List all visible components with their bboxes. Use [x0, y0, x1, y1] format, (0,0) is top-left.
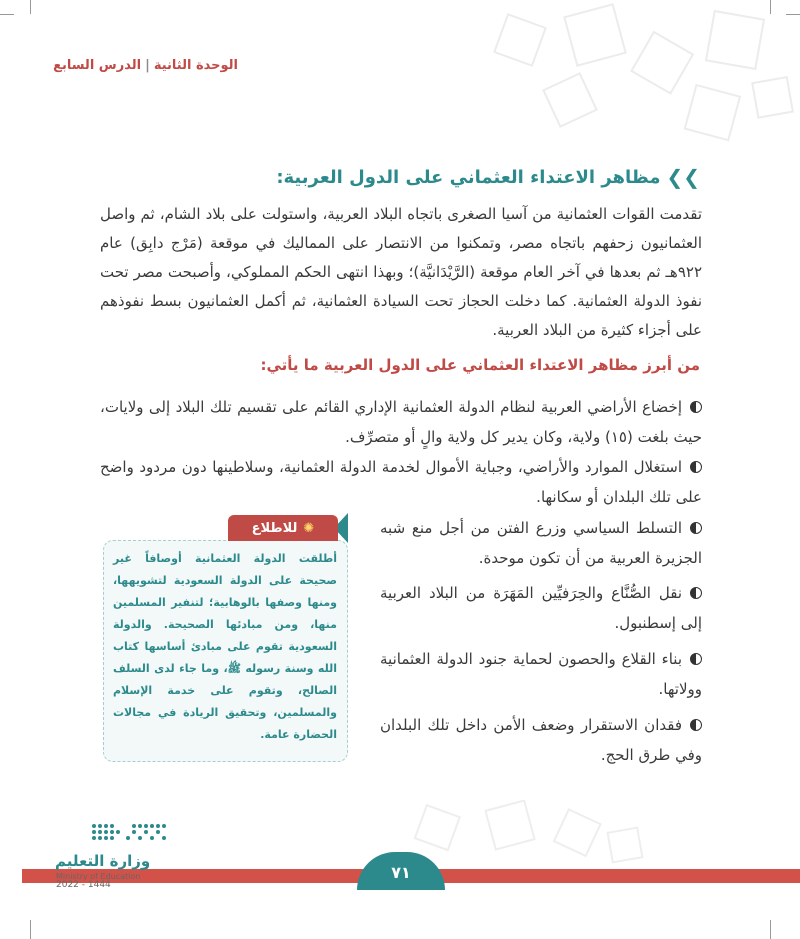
edition-year: 2022 - 1444 — [56, 880, 111, 890]
decorative-pattern — [400, 800, 650, 870]
ministry-logo-icon — [90, 822, 170, 848]
list-item — [100, 392, 702, 452]
list-item — [100, 452, 702, 512]
bullet-icon — [690, 401, 702, 413]
running-header — [53, 58, 238, 73]
list-item — [380, 513, 702, 573]
info-tab — [228, 515, 338, 541]
crop-mark — [30, 0, 31, 14]
bullet-icon — [690, 587, 702, 599]
page-number: ٧١ — [357, 852, 445, 890]
crop-mark — [770, 920, 771, 939]
list-item-text: التسلط السياسي وزرع الفتن من أجل منع شبه الجزيرة العربية من أن تكون موحدة. — [380, 519, 702, 567]
list-item-text: بناء القلاع والحصون لحماية جنود الدولة العثمانية وولاتها. — [380, 650, 702, 698]
decorative-pattern — [460, 0, 800, 150]
bullet-icon — [690, 653, 702, 665]
list-item-text: نقل الصُّنَّاع والحِرَفيِّين المَهَرَة من البلاد العربية إلى إسطنبول. — [380, 584, 702, 632]
header-separator: | — [145, 58, 150, 73]
bullet-icon — [690, 461, 702, 473]
info-box-text: أطلقت الدولة العثمانية أوصافاً غير صحيحة على الدولة السعودية لتشويهها، ومنها وصفها بالوهابية؛ لتنفير المسلمين منها، ومن مبادئها الصحيحة. والدولة السعودية تقوم على مبادئ أساسها كتاب الله وسنة رسوله ﷺ، وما جاء لدى السلف الصالح، وتقوم على خدمة الإسلام والمسلمين، وتحقيق الريادة في مجالات الحضارة عامة. — [113, 552, 337, 741]
section-heading — [276, 165, 700, 189]
crop-mark — [30, 920, 31, 939]
info-tab-label: للاطلاع — [251, 520, 298, 536]
list-item — [380, 578, 702, 638]
header-lesson: الدرس السابع — [53, 58, 142, 73]
crop-mark — [0, 14, 14, 15]
list-item-text: فقدان الاستقرار وضعف الأمن داخل تلك البلدان وفي طرق الحج. — [380, 716, 702, 764]
list-item — [380, 710, 702, 770]
subheading: من أبرز مظاهر الاعتداء العثماني على الدول العربية ما يأتي: — [260, 356, 700, 374]
header-unit: الوحدة الثانية — [153, 58, 238, 73]
bullet-icon — [690, 522, 702, 534]
bullet-icon — [690, 719, 702, 731]
section-title-text: مظاهر الاعتداء العثماني على الدول العربية: — [276, 166, 661, 188]
list-item-text: استغلال الموارد والأراضي، وجباية الأموال لخدمة الدولة العثمانية، وسلاطينها دون مردود واضح على تلك البلدان أو سكانها. — [100, 458, 702, 506]
lightbulb-icon: ✺ — [303, 520, 315, 536]
double-chevron-icon: ❯❯ — [666, 165, 700, 189]
list-item-text: إخضاع الأراضي العربية لنظام الدولة العثمانية الإداري القائم على تقسيم تلك البلاد إلى ولايات، حيث بلغت (١٥) ولاية، وكان يدير كل ولاية والٍ أو متصرِّف. — [100, 398, 702, 446]
ministry-name-english: Ministry of Education — [56, 872, 141, 881]
list-item — [380, 644, 702, 704]
intro-paragraph: تقدمت القوات العثمانية من آسيا الصغرى باتجاه البلاد العربية، واستولت على بلاد الشام، ثم واصل العثمانيون زحفهم باتجاه مصر، وتمكنوا من الانتصار على المماليك في موقعة (مَرْج دابِق) عام ٩٢٢هـ ثم بعدها في آخر العام موقعة (الرَّيْدَانيَّة)؛ وبهذا انتهى الحكم المملوكي، وأصبحت مصر تحت نفوذ الدولة العثمانية. كما دخلت الحجاز تحت السيادة العثمانية، ثم أكمل العثمانيون بسط نفوذهم على أجزاء كثيرة من البلاد العربية. — [100, 205, 702, 339]
ministry-name-arabic: وزارة التعليم — [55, 852, 151, 870]
